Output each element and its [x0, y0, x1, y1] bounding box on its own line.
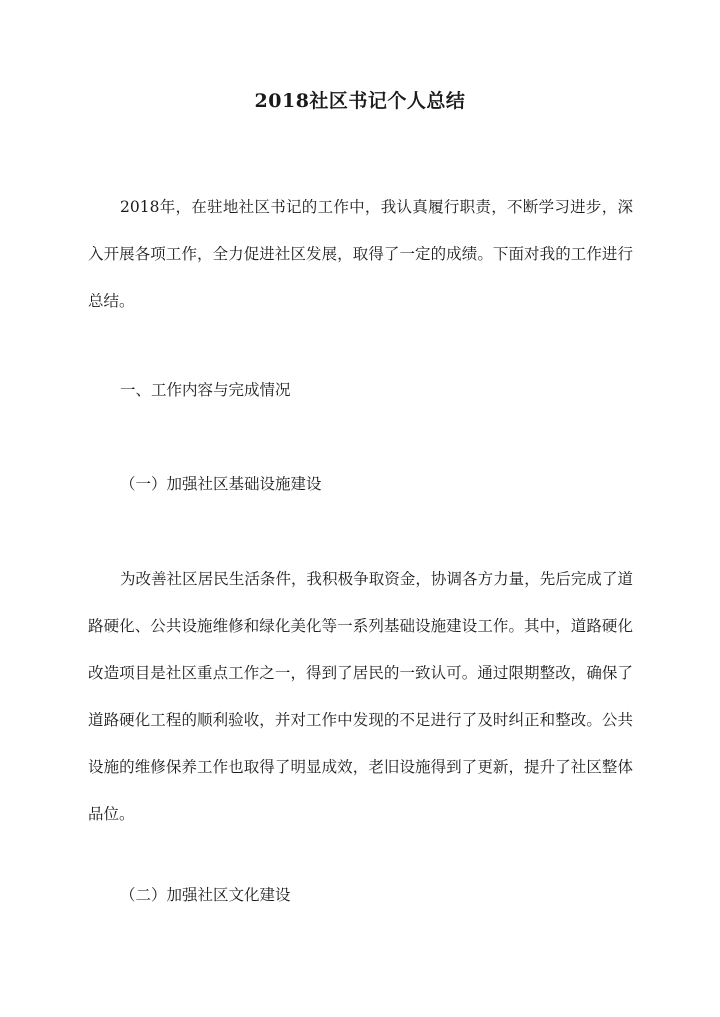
- intro-paragraph: 2018年，在驻地社区书记的工作中，我认真履行职责，不断学习进步，深入开展各项工作，全力促进社区发展，取得了一定的成绩。下面对我的工作进行总结。: [88, 198, 633, 310]
- subsection-heading-1: （一）加强社区基础设施建设: [120, 475, 322, 493]
- subsection-1-paragraph: 为改善社区居民生活条件，我积极争取资金，协调各方力量，先后完成了道路硬化、公共设施维修和绿化美化等一系列基础设施建设工作。其中，道路硬化改造项目是社区重点工作之一，得到了居民的一致认可。通过限期整改，确保了道路硬化工程的顺利验收，并对工作中发现的不足进行了及时纠正和整改。公共设施的维修保养工作也取得了明显成效，老旧设施得到了更新，提升了社区整体品位。: [88, 570, 633, 823]
- document-title: 2018社区书记个人总结: [254, 90, 466, 112]
- subsection-heading-2: （二）加强社区文化建设: [120, 886, 291, 904]
- section-heading-1: 一、工作内容与完成情况: [120, 381, 291, 399]
